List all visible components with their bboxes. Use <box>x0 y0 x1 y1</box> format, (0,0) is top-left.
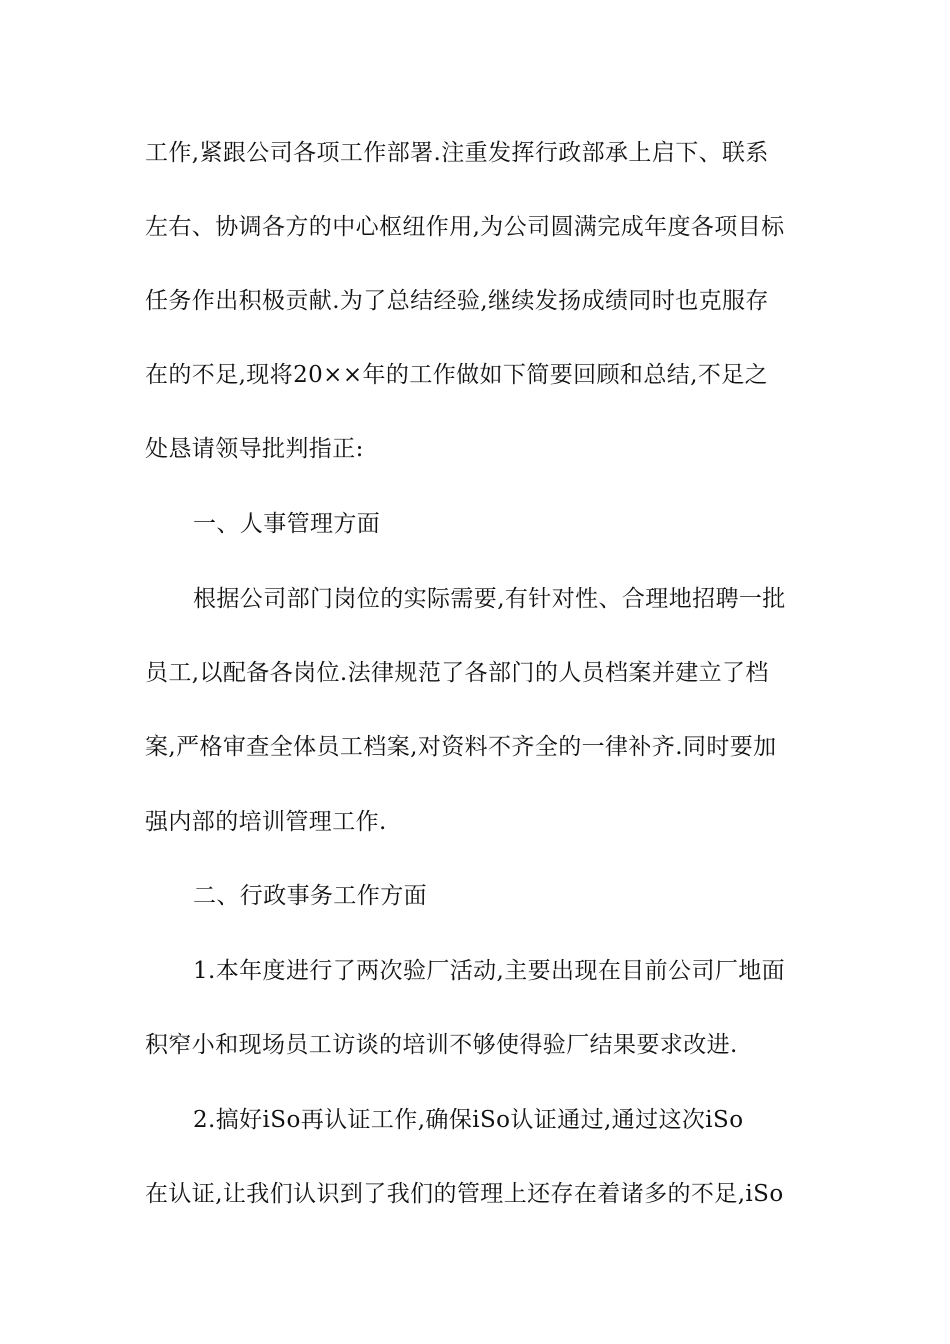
paragraph-line: 在认证,让我们认识到了我们的管理上还存在着诸多的不足,iSo <box>145 1181 784 1207</box>
paragraph-line: 案,严格审查全体员工档案,对资料不齐全的一律补齐.同时要加 <box>145 734 777 760</box>
section-heading-admin: 二、行政事务工作方面 <box>193 883 427 909</box>
paragraph-line: 根据公司部门岗位的实际需要,有针对性、合理地招聘一批 <box>193 586 786 612</box>
paragraph-line: 2.搞好iSo再认证工作,确保iSo认证通过,通过这次iSo <box>193 1107 744 1133</box>
paragraph-line: 任务作出积极贡献.为了总结经验,继续发扬成绩同时也克服存 <box>145 288 769 314</box>
paragraph-line: 积窄小和现场员工访谈的培训不够使得验厂结果要求改进. <box>145 1032 738 1058</box>
paragraph-line: 员工,以配备各岗位.法律规范了各部门的人员档案并建立了档 <box>145 660 769 686</box>
paragraph-line: 强内部的培训管理工作. <box>145 809 387 835</box>
paragraph-line: 1.本年度进行了两次验厂活动,主要出现在目前公司厂地面 <box>193 958 786 984</box>
paragraph-line: 在的不足,现将20××年的工作做如下简要回顾和总结,不足之 <box>145 362 769 388</box>
section-heading-personnel: 一、人事管理方面 <box>193 511 381 537</box>
paragraph-line: 工作,紧跟公司各项工作部署.注重发挥行政部承上启下、联系 <box>145 140 769 166</box>
paragraph-line: 处恳请领导批判指正: <box>145 436 364 462</box>
paragraph-line: 左右、协调各方的中心枢纽作用,为公司圆满完成年度各项目标 <box>145 214 785 240</box>
